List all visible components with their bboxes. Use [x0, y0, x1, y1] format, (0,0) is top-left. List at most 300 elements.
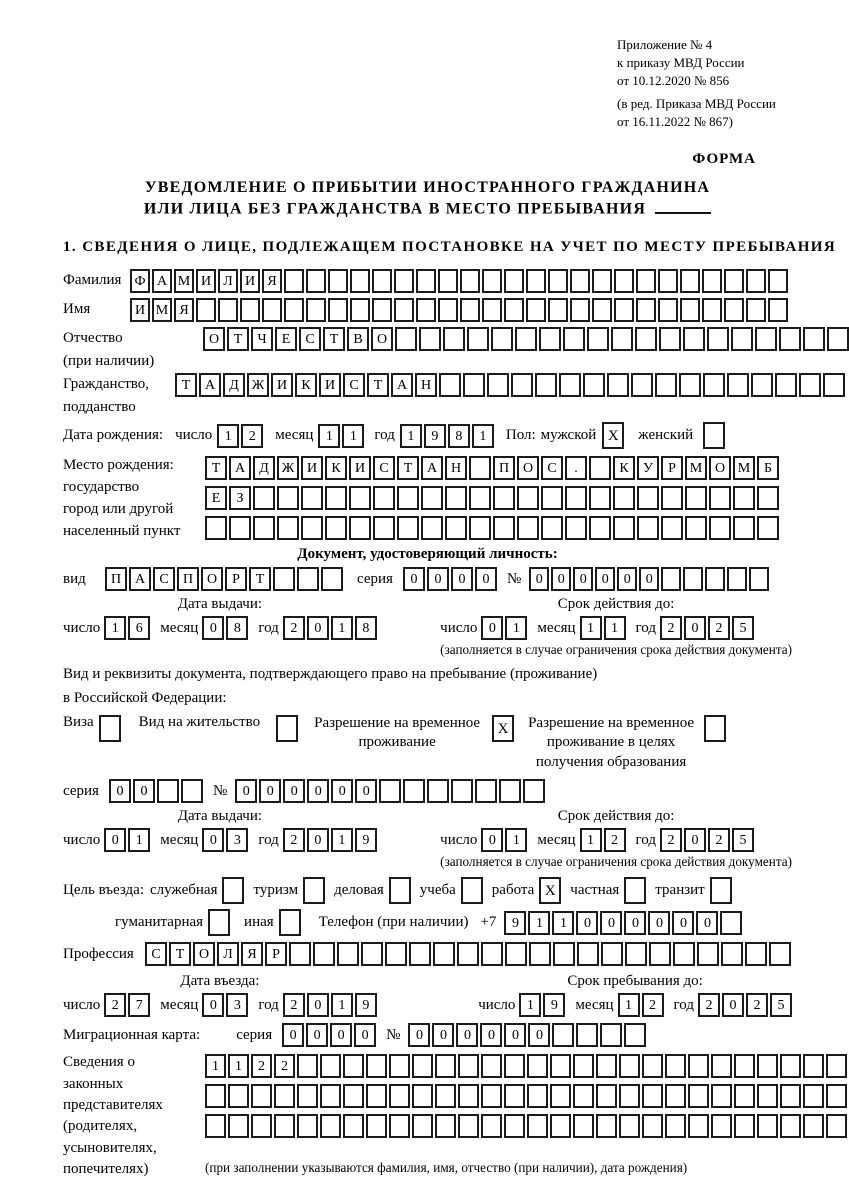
char-box[interactable] [749, 567, 769, 591]
char-box[interactable] [541, 516, 563, 540]
char-box[interactable] [637, 516, 659, 540]
char-box[interactable] [469, 486, 491, 510]
char-box[interactable] [475, 779, 497, 803]
char-box[interactable]: И [130, 298, 150, 322]
char-box[interactable] [274, 1114, 295, 1138]
char-box[interactable]: И [271, 373, 293, 397]
char-box[interactable]: И [240, 269, 260, 293]
char-box[interactable]: 0 [672, 911, 694, 935]
char-box[interactable]: 0 [282, 1023, 304, 1047]
char-box[interactable] [577, 942, 599, 966]
char-box[interactable]: 1 [552, 911, 574, 935]
char-box[interactable] [780, 1054, 801, 1078]
char-box[interactable] [394, 269, 414, 293]
char-box[interactable]: 0 [480, 1023, 502, 1047]
char-box[interactable] [467, 327, 489, 351]
char-box[interactable]: Т [397, 456, 419, 480]
char-box[interactable] [372, 298, 392, 322]
char-box[interactable] [592, 298, 612, 322]
char-box[interactable] [460, 298, 480, 322]
char-box[interactable] [343, 1054, 364, 1078]
char-box[interactable]: 9 [543, 993, 565, 1017]
char-box[interactable]: Д [223, 373, 245, 397]
char-box[interactable]: З [229, 486, 251, 510]
char-box[interactable]: Т [249, 567, 271, 591]
char-box[interactable] [757, 516, 779, 540]
female-checkbox[interactable] [703, 422, 725, 449]
char-box[interactable]: 0 [283, 779, 305, 803]
char-box[interactable] [705, 567, 725, 591]
char-box[interactable] [526, 269, 546, 293]
char-box[interactable]: М [152, 298, 172, 322]
char-box[interactable] [349, 486, 371, 510]
char-box[interactable]: Я [174, 298, 194, 322]
char-box[interactable] [366, 1114, 387, 1138]
char-box[interactable]: 8 [448, 424, 470, 448]
char-box[interactable]: 0 [307, 828, 329, 852]
char-box[interactable]: А [152, 269, 172, 293]
char-box[interactable]: 0 [528, 1023, 550, 1047]
char-box[interactable]: 1 [472, 424, 494, 448]
char-box[interactable] [469, 456, 491, 480]
char-box[interactable]: 1 [331, 828, 353, 852]
char-box[interactable] [205, 1114, 226, 1138]
char-box[interactable]: 3 [226, 993, 248, 1017]
char-box[interactable]: 3 [226, 828, 248, 852]
char-box[interactable]: 1 [604, 616, 626, 640]
char-box[interactable] [576, 1023, 598, 1047]
char-box[interactable]: 0 [330, 1023, 352, 1047]
char-box[interactable]: О [203, 327, 225, 351]
char-box[interactable]: И [196, 269, 216, 293]
purpose-other-checkbox[interactable] [279, 909, 301, 936]
char-box[interactable]: 0 [202, 616, 224, 640]
char-box[interactable] [320, 1084, 341, 1108]
char-box[interactable] [734, 1114, 755, 1138]
char-box[interactable]: 8 [226, 616, 248, 640]
char-box[interactable] [583, 373, 605, 397]
char-box[interactable]: 2 [283, 828, 305, 852]
char-box[interactable] [733, 486, 755, 510]
char-box[interactable] [768, 298, 788, 322]
char-box[interactable]: 1 [342, 424, 364, 448]
char-box[interactable] [711, 1114, 732, 1138]
male-checkbox[interactable]: X [602, 422, 624, 449]
char-box[interactable] [565, 516, 587, 540]
char-box[interactable]: В [347, 327, 369, 351]
char-box[interactable] [709, 486, 731, 510]
char-box[interactable] [253, 486, 275, 510]
char-box[interactable]: Р [265, 942, 287, 966]
char-box[interactable]: 9 [504, 911, 526, 935]
char-box[interactable] [389, 1114, 410, 1138]
char-box[interactable] [325, 486, 347, 510]
char-box[interactable] [157, 779, 179, 803]
char-box[interactable] [685, 486, 707, 510]
char-box[interactable] [481, 1114, 502, 1138]
char-box[interactable] [661, 567, 681, 591]
char-box[interactable] [757, 1114, 778, 1138]
char-box[interactable]: 0 [617, 567, 637, 591]
char-box[interactable] [218, 298, 238, 322]
char-box[interactable]: 0 [684, 828, 706, 852]
char-box[interactable]: 8 [355, 616, 377, 640]
temp-residence-checkbox[interactable]: X [492, 715, 514, 742]
char-box[interactable] [320, 1054, 341, 1078]
char-box[interactable]: О [709, 456, 731, 480]
char-box[interactable] [755, 327, 777, 351]
char-box[interactable] [659, 327, 681, 351]
char-box[interactable] [504, 1084, 525, 1108]
char-box[interactable]: М [685, 456, 707, 480]
char-box[interactable] [673, 942, 695, 966]
char-box[interactable] [613, 486, 635, 510]
char-box[interactable]: 0 [403, 567, 425, 591]
char-box[interactable] [504, 269, 524, 293]
char-box[interactable] [481, 1084, 502, 1108]
char-box[interactable] [769, 942, 791, 966]
char-box[interactable] [181, 779, 203, 803]
char-box[interactable]: С [343, 373, 365, 397]
char-box[interactable] [596, 1054, 617, 1078]
char-box[interactable]: 2 [642, 993, 664, 1017]
char-box[interactable]: 5 [732, 828, 754, 852]
char-box[interactable] [277, 516, 299, 540]
char-box[interactable] [803, 1084, 824, 1108]
char-box[interactable] [515, 327, 537, 351]
char-box[interactable] [613, 516, 635, 540]
char-box[interactable] [289, 942, 311, 966]
char-box[interactable] [711, 1084, 732, 1108]
char-box[interactable]: 0 [684, 616, 706, 640]
char-box[interactable] [757, 1054, 778, 1078]
char-box[interactable] [320, 1114, 341, 1138]
char-box[interactable] [655, 373, 677, 397]
char-box[interactable]: Т [205, 456, 227, 480]
char-box[interactable]: 0 [427, 567, 449, 591]
char-box[interactable]: 1 [519, 993, 541, 1017]
char-box[interactable] [487, 373, 509, 397]
char-box[interactable] [306, 269, 326, 293]
visa-checkbox[interactable] [99, 715, 121, 742]
char-box[interactable]: 0 [259, 779, 281, 803]
char-box[interactable] [550, 1054, 571, 1078]
char-box[interactable]: 0 [648, 911, 670, 935]
char-box[interactable] [768, 269, 788, 293]
char-box[interactable] [451, 779, 473, 803]
char-box[interactable] [548, 298, 568, 322]
char-box[interactable]: 1 [217, 424, 239, 448]
char-box[interactable]: 9 [355, 828, 377, 852]
char-box[interactable]: Р [661, 456, 683, 480]
char-box[interactable] [720, 911, 742, 935]
char-box[interactable]: 2 [746, 993, 768, 1017]
char-box[interactable]: 2 [283, 616, 305, 640]
char-box[interactable]: 2 [241, 424, 263, 448]
char-box[interactable] [826, 1084, 847, 1108]
char-box[interactable] [548, 269, 568, 293]
char-box[interactable]: М [733, 456, 755, 480]
residence-permit-checkbox[interactable] [276, 715, 298, 742]
char-box[interactable]: 0 [432, 1023, 454, 1047]
char-box[interactable] [526, 298, 546, 322]
char-box[interactable]: А [391, 373, 413, 397]
char-box[interactable]: 0 [109, 779, 131, 803]
purpose-work-checkbox[interactable]: X [539, 877, 561, 904]
char-box[interactable] [301, 486, 323, 510]
char-box[interactable] [680, 298, 700, 322]
purpose-humanitarian-checkbox[interactable] [208, 909, 230, 936]
char-box[interactable]: С [153, 567, 175, 591]
char-box[interactable] [372, 269, 392, 293]
char-box[interactable] [751, 373, 773, 397]
char-box[interactable] [624, 1023, 646, 1047]
char-box[interactable]: К [613, 456, 635, 480]
char-box[interactable]: С [541, 456, 563, 480]
char-box[interactable] [251, 1084, 272, 1108]
char-box[interactable]: О [201, 567, 223, 591]
char-box[interactable] [361, 942, 383, 966]
char-box[interactable] [297, 1054, 318, 1078]
char-box[interactable] [458, 1114, 479, 1138]
char-box[interactable] [325, 516, 347, 540]
char-box[interactable] [589, 456, 611, 480]
char-box[interactable]: Ж [247, 373, 269, 397]
char-box[interactable] [274, 1084, 295, 1108]
char-box[interactable] [445, 516, 467, 540]
char-box[interactable] [614, 269, 634, 293]
char-box[interactable] [416, 269, 436, 293]
char-box[interactable] [421, 486, 443, 510]
char-box[interactable] [463, 373, 485, 397]
purpose-transit-checkbox[interactable] [710, 877, 732, 904]
char-box[interactable] [731, 327, 753, 351]
char-box[interactable] [559, 373, 581, 397]
char-box[interactable]: Ф [130, 269, 150, 293]
char-box[interactable] [665, 1114, 686, 1138]
char-box[interactable]: Ж [277, 456, 299, 480]
char-box[interactable]: Р [225, 567, 247, 591]
char-box[interactable] [262, 298, 282, 322]
char-box[interactable]: 0 [624, 911, 646, 935]
char-box[interactable] [251, 1114, 272, 1138]
temp-residence-edu-checkbox[interactable] [704, 715, 726, 742]
char-box[interactable] [504, 1054, 525, 1078]
char-box[interactable] [373, 516, 395, 540]
char-box[interactable] [511, 373, 533, 397]
char-box[interactable]: 0 [551, 567, 571, 591]
char-box[interactable] [550, 1114, 571, 1138]
char-box[interactable] [565, 486, 587, 510]
char-box[interactable]: 1 [104, 616, 126, 640]
char-box[interactable] [552, 1023, 574, 1047]
char-box[interactable]: 2 [708, 828, 730, 852]
char-box[interactable]: 2 [660, 616, 682, 640]
char-box[interactable]: 1 [331, 616, 353, 640]
char-box[interactable] [313, 942, 335, 966]
char-box[interactable]: 6 [128, 616, 150, 640]
char-box[interactable] [389, 1084, 410, 1108]
char-box[interactable] [619, 1084, 640, 1108]
char-box[interactable] [458, 1054, 479, 1078]
char-box[interactable]: 2 [274, 1054, 295, 1078]
char-box[interactable]: 2 [698, 993, 720, 1017]
char-box[interactable] [826, 1054, 847, 1078]
char-box[interactable] [527, 1114, 548, 1138]
char-box[interactable] [435, 1054, 456, 1078]
char-box[interactable] [306, 298, 326, 322]
char-box[interactable] [636, 298, 656, 322]
char-box[interactable] [803, 327, 825, 351]
char-box[interactable] [733, 516, 755, 540]
char-box[interactable] [481, 1054, 502, 1078]
char-box[interactable] [570, 269, 590, 293]
char-box[interactable]: 2 [283, 993, 305, 1017]
char-box[interactable] [421, 516, 443, 540]
char-box[interactable] [433, 942, 455, 966]
char-box[interactable] [711, 1054, 732, 1078]
char-box[interactable] [775, 373, 797, 397]
char-box[interactable] [493, 486, 515, 510]
char-box[interactable]: И [301, 456, 323, 480]
char-box[interactable] [389, 1054, 410, 1078]
purpose-tourism-checkbox[interactable] [303, 877, 325, 904]
char-box[interactable]: Т [227, 327, 249, 351]
char-box[interactable] [460, 269, 480, 293]
char-box[interactable]: 2 [604, 828, 626, 852]
char-box[interactable] [439, 373, 461, 397]
char-box[interactable] [403, 779, 425, 803]
char-box[interactable] [573, 1114, 594, 1138]
char-box[interactable]: 1 [205, 1054, 226, 1078]
char-box[interactable]: О [193, 942, 215, 966]
char-box[interactable] [373, 486, 395, 510]
char-box[interactable] [683, 567, 703, 591]
char-box[interactable] [205, 516, 227, 540]
char-box[interactable]: 0 [202, 993, 224, 1017]
char-box[interactable] [688, 1054, 709, 1078]
char-box[interactable] [469, 516, 491, 540]
char-box[interactable] [679, 373, 701, 397]
char-box[interactable] [619, 1114, 640, 1138]
char-box[interactable]: 0 [722, 993, 744, 1017]
char-box[interactable]: У [637, 456, 659, 480]
char-box[interactable] [277, 486, 299, 510]
char-box[interactable]: 1 [505, 828, 527, 852]
char-box[interactable] [228, 1114, 249, 1138]
char-box[interactable] [596, 1114, 617, 1138]
char-box[interactable] [535, 373, 557, 397]
char-box[interactable]: 0 [456, 1023, 478, 1047]
char-box[interactable] [427, 779, 449, 803]
char-box[interactable] [573, 1054, 594, 1078]
char-box[interactable] [438, 269, 458, 293]
char-box[interactable] [596, 1084, 617, 1108]
char-box[interactable] [727, 373, 749, 397]
char-box[interactable]: 0 [354, 1023, 376, 1047]
char-box[interactable] [734, 1054, 755, 1078]
char-box[interactable] [445, 486, 467, 510]
char-box[interactable] [803, 1054, 824, 1078]
char-box[interactable]: А [199, 373, 221, 397]
char-box[interactable] [589, 486, 611, 510]
char-box[interactable] [527, 1054, 548, 1078]
char-box[interactable] [600, 1023, 622, 1047]
char-box[interactable] [631, 373, 653, 397]
char-box[interactable]: А [129, 567, 151, 591]
char-box[interactable] [343, 1114, 364, 1138]
char-box[interactable] [409, 942, 431, 966]
char-box[interactable] [517, 486, 539, 510]
char-box[interactable] [702, 269, 722, 293]
char-box[interactable] [337, 942, 359, 966]
char-box[interactable]: И [319, 373, 341, 397]
char-box[interactable]: Я [241, 942, 263, 966]
char-box[interactable] [482, 298, 502, 322]
char-box[interactable] [481, 942, 503, 966]
char-box[interactable]: С [299, 327, 321, 351]
char-box[interactable] [297, 1084, 318, 1108]
char-box[interactable] [379, 779, 401, 803]
char-box[interactable] [350, 269, 370, 293]
char-box[interactable] [661, 486, 683, 510]
char-box[interactable] [240, 298, 260, 322]
char-box[interactable]: 0 [331, 779, 353, 803]
char-box[interactable] [665, 1054, 686, 1078]
char-box[interactable]: 0 [202, 828, 224, 852]
char-box[interactable] [397, 516, 419, 540]
char-box[interactable]: 0 [408, 1023, 430, 1047]
char-box[interactable] [587, 327, 609, 351]
char-box[interactable]: 0 [451, 567, 473, 591]
char-box[interactable] [553, 942, 575, 966]
char-box[interactable] [504, 298, 524, 322]
char-box[interactable]: 1 [331, 993, 353, 1017]
char-box[interactable] [658, 269, 678, 293]
char-box[interactable] [707, 327, 729, 351]
purpose-sluzhebnaya-checkbox[interactable] [222, 877, 244, 904]
char-box[interactable] [412, 1114, 433, 1138]
char-box[interactable]: С [145, 942, 167, 966]
char-box[interactable] [523, 779, 545, 803]
purpose-private-checkbox[interactable] [624, 877, 646, 904]
char-box[interactable] [457, 942, 479, 966]
char-box[interactable] [724, 298, 744, 322]
char-box[interactable] [642, 1084, 663, 1108]
char-box[interactable] [482, 269, 502, 293]
char-box[interactable] [780, 1084, 801, 1108]
char-box[interactable] [611, 327, 633, 351]
char-box[interactable]: О [371, 327, 393, 351]
char-box[interactable]: 5 [732, 616, 754, 640]
char-box[interactable] [637, 486, 659, 510]
char-box[interactable]: С [373, 456, 395, 480]
char-box[interactable] [416, 298, 436, 322]
char-box[interactable] [435, 1084, 456, 1108]
char-box[interactable] [350, 298, 370, 322]
char-box[interactable] [366, 1054, 387, 1078]
char-box[interactable]: 1 [228, 1054, 249, 1078]
char-box[interactable] [505, 942, 527, 966]
char-box[interactable] [573, 1084, 594, 1108]
char-box[interactable]: Т [323, 327, 345, 351]
char-box[interactable]: П [177, 567, 199, 591]
char-box[interactable] [412, 1084, 433, 1108]
char-box[interactable] [493, 516, 515, 540]
char-box[interactable]: 2 [104, 993, 126, 1017]
char-box[interactable]: 0 [475, 567, 497, 591]
char-box[interactable] [491, 327, 513, 351]
